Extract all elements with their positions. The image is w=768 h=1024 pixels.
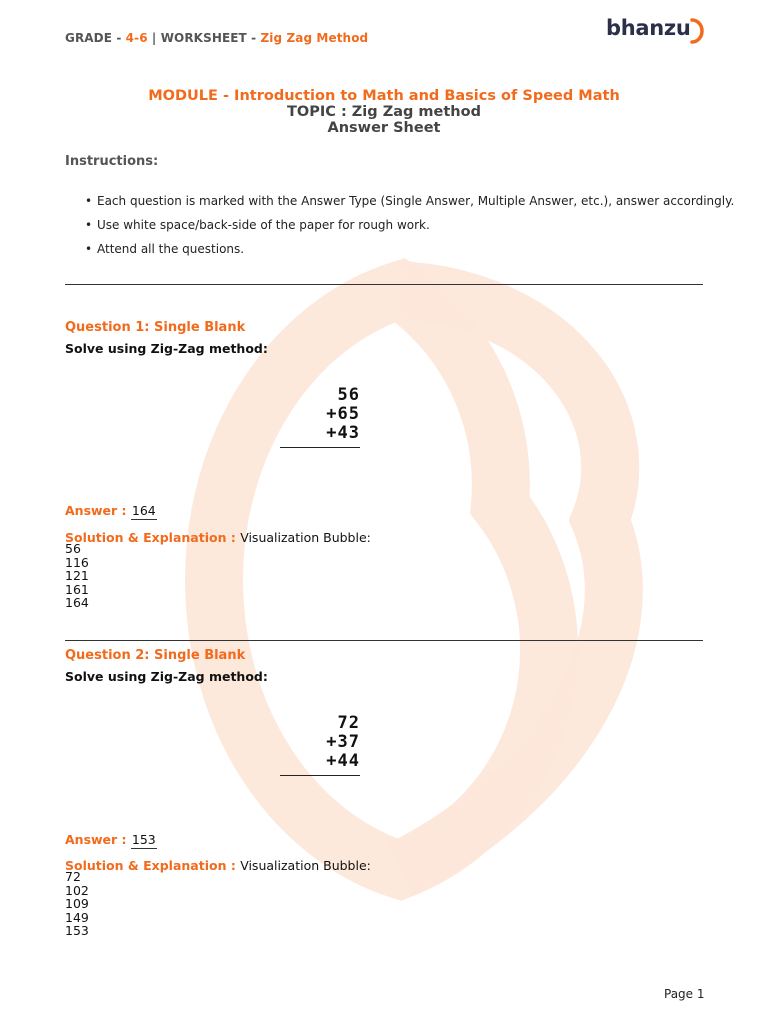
- sheet-title: Answer Sheet: [327, 120, 441, 136]
- question-1-prompt: Solve using Zig-Zag method:: [65, 341, 268, 356]
- solution-text: Visualization Bubble:: [240, 530, 371, 545]
- addend-row: 56: [337, 385, 360, 405]
- solution-label: Solution & Explanation :: [65, 530, 241, 545]
- question-2-title: Question 2: Single Blank: [65, 648, 246, 663]
- instructions-list: [85, 192, 734, 264]
- answer-value: 153: [131, 832, 156, 847]
- question-2-problem: [280, 714, 360, 776]
- answer-label: Answer :: [65, 832, 131, 847]
- answer-label: Answer :: [65, 503, 131, 518]
- divider: [65, 640, 703, 641]
- question-2-solution: [65, 855, 371, 874]
- module-title: MODULE - Introduction to Math and Basics of Speed Math: [148, 88, 620, 104]
- addend-row: +65: [326, 404, 360, 424]
- topic-title: TOPIC : Zig Zag method: [287, 104, 481, 120]
- worksheet-name: Zig Zag Method: [260, 31, 369, 45]
- question-2-prompt: Solve using Zig-Zag method:: [65, 669, 268, 684]
- sum-line: [280, 447, 360, 448]
- step-value: 56: [65, 541, 81, 556]
- bhanzu-logo: [606, 14, 706, 48]
- step-value: 102: [65, 882, 89, 898]
- divider: [65, 284, 703, 285]
- addend-row: +37: [326, 732, 360, 752]
- addend-row: +43: [326, 423, 360, 443]
- step-value: 153: [65, 923, 89, 938]
- question-1-title: Question 1: Single Blank: [65, 320, 246, 335]
- grade-value: 4-6: [125, 31, 148, 45]
- instruction-item: • Attend all the questions.: [85, 240, 734, 264]
- step-value: 116: [65, 554, 89, 570]
- instruction-item: • Each question is marked with the Answer Type (Single Answer, Multiple Answer, etc.), answer accordingly.: [85, 192, 734, 216]
- addend-row: 72: [337, 713, 360, 733]
- logo-swirl-icon: [688, 18, 708, 44]
- step-value: 121: [65, 568, 89, 583]
- step-value: 72: [65, 869, 81, 884]
- worksheet-label: | WORKSHEET -: [147, 31, 261, 45]
- question-1-answer: [65, 500, 157, 519]
- step-value: 109: [65, 896, 89, 911]
- solution-label: Solution & Explanation :: [65, 858, 241, 873]
- worksheet-header: [65, 31, 368, 45]
- question-1-solution: [65, 527, 371, 546]
- sum-line: [280, 775, 360, 776]
- step-value: 164: [65, 595, 89, 610]
- step-value: 149: [65, 909, 89, 925]
- logo-text: bhanzu: [606, 16, 691, 40]
- question-2-steps: [65, 870, 89, 938]
- question-1-problem: [280, 386, 360, 448]
- answer-value: 164: [131, 503, 156, 518]
- page-number: Page 1: [664, 987, 705, 1001]
- grade-label: GRADE -: [65, 31, 126, 45]
- solution-text: Visualization Bubble:: [240, 858, 371, 873]
- question-1-steps: [65, 542, 89, 610]
- step-value: 161: [65, 581, 89, 597]
- instruction-item: • Use white space/back-side of the paper for rough work.: [85, 216, 734, 240]
- instructions-heading: Instructions:: [65, 154, 159, 169]
- question-2-answer: [65, 829, 157, 848]
- addend-row: +44: [326, 751, 360, 771]
